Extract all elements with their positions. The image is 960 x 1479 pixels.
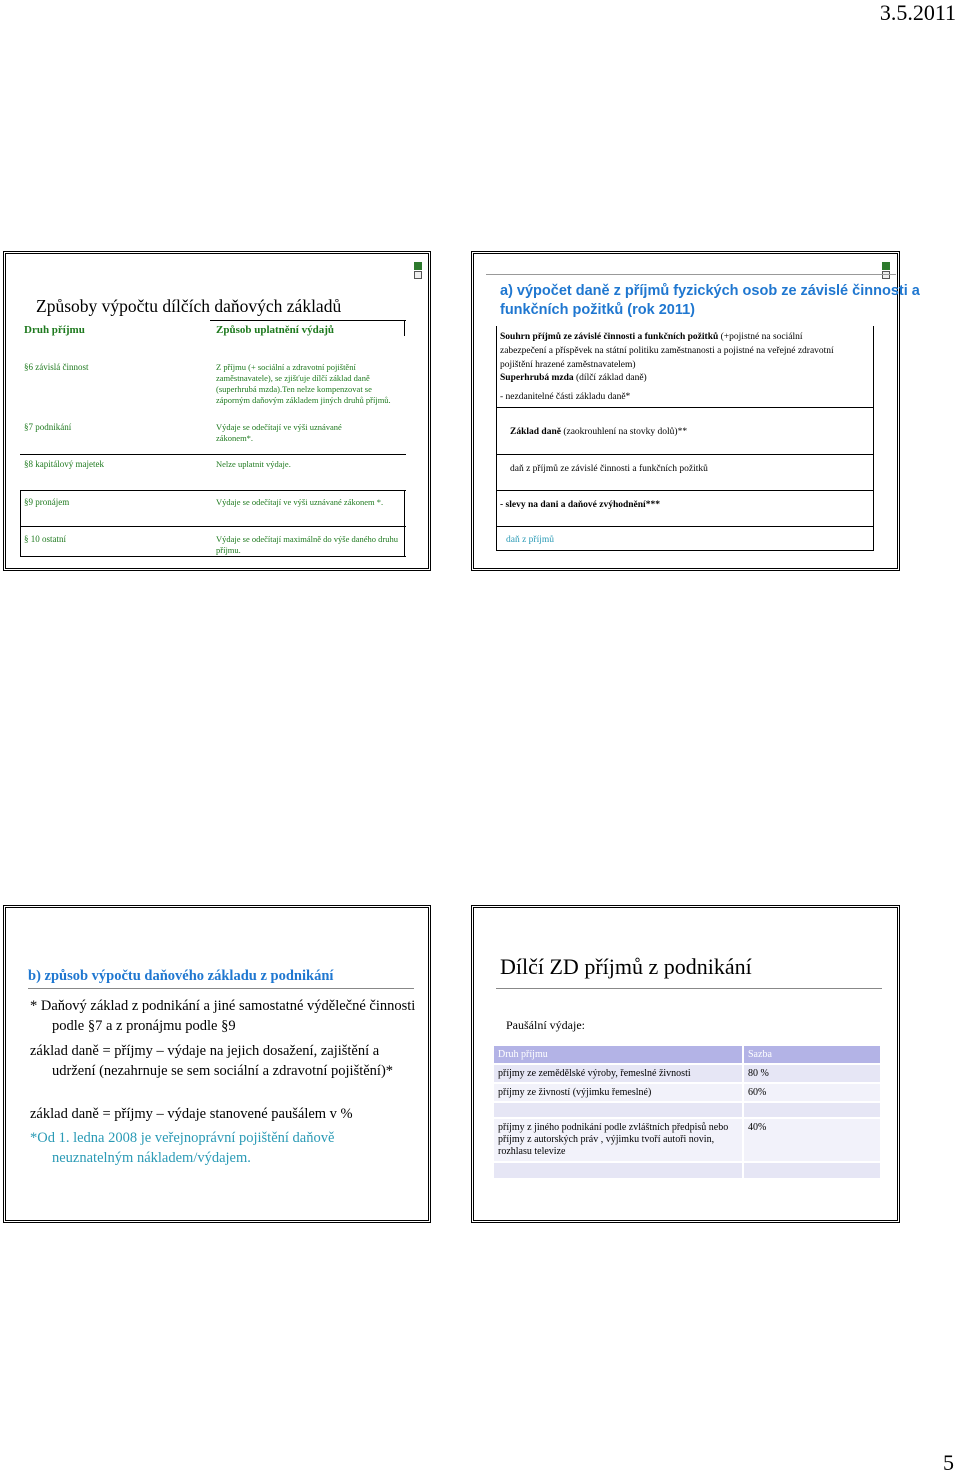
slide-dependent-activity-tax xyxy=(471,251,920,571)
table-cell-type xyxy=(494,1102,743,1118)
divider xyxy=(20,490,21,556)
slide-title: Způsoby výpočtu dílčích daňových základů xyxy=(36,296,342,316)
table-cell-rate: 40% xyxy=(748,1122,767,1133)
table-cell-type: příjmy z jiného podnikání podle zvláštních předpisů nebo příjmy z autorských práv , výjimku tvoří autoři novin, rozhlasu televize xyxy=(494,1118,743,1162)
slide-corner-square xyxy=(882,271,890,279)
slide-corner-square xyxy=(882,262,890,270)
flat-rate-table xyxy=(494,1046,880,1178)
header-date: 3.5.2011 xyxy=(879,0,956,25)
row-method: Výdaje se odečítají ve výši uznávané zákonem *. xyxy=(216,497,384,507)
table-row xyxy=(494,1064,880,1083)
divider xyxy=(404,490,405,556)
divider xyxy=(20,526,406,527)
table-cell-rate: 80 % xyxy=(748,1068,769,1079)
divider xyxy=(404,320,405,336)
table-cell-type: příjmy ze živností (výjimku řemeslné) xyxy=(494,1083,743,1102)
table-header-rate: Sazba xyxy=(748,1049,772,1060)
row-type: §6 závislá činnost xyxy=(24,362,89,372)
divider xyxy=(486,274,896,275)
divider xyxy=(20,490,406,491)
table-cell-type xyxy=(494,1162,743,1178)
divider xyxy=(20,454,406,455)
row-type: § 10 ostatní xyxy=(24,534,66,544)
divider xyxy=(496,988,882,989)
slide-flat-rate-expenses xyxy=(471,905,900,1223)
calc-line-final: daň z příjmů xyxy=(506,535,555,545)
divider xyxy=(496,550,874,551)
table-row xyxy=(494,1162,880,1178)
calc-line-tax: daň z příjmů ze závislé činnosti a funkčních požitků xyxy=(510,464,708,474)
col-head-type: Druh příjmu xyxy=(24,324,85,336)
slide-business-tax-base xyxy=(3,905,431,1223)
divider xyxy=(28,988,414,989)
paragraph-note: *Od 1. ledna 2008 je veřejnoprávní pojištění daňově neuznatelným nákladem/výdajem. xyxy=(30,1130,335,1166)
divider xyxy=(210,320,406,321)
divider xyxy=(496,490,874,491)
row-type: §7 podnikání xyxy=(24,422,72,432)
slide-title: b) způsob výpočtu daňového základu z podnikání xyxy=(28,968,334,984)
calc-line-base-bold: Základ daně xyxy=(510,427,561,437)
slide-income-types xyxy=(3,251,431,571)
slide-corner-square xyxy=(414,271,422,279)
calc-line-discounts: - slevy na dani a daňové zvýhodnění*** xyxy=(500,500,660,510)
calc-line-base xyxy=(510,427,687,437)
row-type: §9 pronájem xyxy=(24,497,70,507)
row-method: Z příjmu (+ sociální a zdravotní pojištění zaměstnavatele), se zjišťuje dílčí základ daně (superhrubá mzda).Ten nelze kompenzovat se záporným daňovým základem jiných druhů příjmů. xyxy=(216,362,391,405)
table-cell-rate xyxy=(743,1162,880,1178)
calc-line-superhruba-rest: (dílčí základ daně) xyxy=(573,373,647,383)
calc-line-superhruba-bold: Superhrubá mzda xyxy=(500,373,574,383)
calc-line-gross-rest: (+pojistné na sociální zabezpečení a příspěvek na státní politiku zaměstnanosti a pojistné na veřejné zdravotní pojištění hrazené zaměstnavatelem) xyxy=(500,332,834,370)
calc-line-superhruba xyxy=(500,373,647,383)
calc-line-base-rest: (zaokrouhlení na stovky dolů)** xyxy=(560,427,688,437)
divider xyxy=(496,454,874,455)
calc-line-gross xyxy=(500,330,850,372)
table-header-row xyxy=(494,1046,880,1064)
slide-title: a) výpočet daně z příjmů fyzických osob ze závislé činnosti a funkčních požitků (rok 2011) xyxy=(500,283,920,318)
table-row xyxy=(494,1102,880,1118)
table-cell-rate xyxy=(743,1102,880,1118)
paragraph-formula-2: základ daně = příjmy – výdaje stanovené paušálem v % xyxy=(30,1106,353,1122)
divider xyxy=(496,326,497,550)
slide-title: Dílčí ZD příjmů z podnikání xyxy=(500,954,752,979)
paragraph-def: * Daňový základ z podnikání a jiné samostatné výdělečné činnosti podle §7 a z pronájmu podle §9 xyxy=(30,998,416,1034)
paragraph-formula-1: základ daně = příjmy – výdaje na jejich dosažení, zajištění a udržení (nezahrnuje se sem sociální a zdravotní pojištění)* xyxy=(30,1043,394,1079)
table-cell-rate: 60% xyxy=(748,1087,767,1098)
slide-corner-square xyxy=(414,262,422,270)
table-row xyxy=(494,1083,880,1102)
table-header-type: Druh příjmu xyxy=(494,1046,743,1064)
row-method: Nelze uplatnit výdaje. xyxy=(216,459,291,469)
divider xyxy=(20,556,406,557)
slide-subtitle: Paušální výdaje: xyxy=(506,1018,585,1032)
row-method: Výdaje se odečítají maximálně do výše daného druhu příjmu. xyxy=(216,534,398,555)
divider xyxy=(496,526,874,527)
row-method: Výdaje se odečítají ve výši uznávané zákonem*. xyxy=(216,422,342,443)
table-row xyxy=(494,1118,880,1162)
col-head-method: Způsob uplatnění výdajů xyxy=(216,324,334,336)
table-cell-type: příjmy ze zemědělské výroby, řemeslné živnosti xyxy=(494,1064,743,1083)
calc-line-deductions: - nezdanitelné části základu daně* xyxy=(500,392,631,402)
divider xyxy=(496,407,874,408)
row-type: §8 kapitálový majetek xyxy=(24,459,104,469)
page-number: 5 xyxy=(943,1450,954,1475)
calc-line-gross-bold: Souhrn příjmů ze závislé činnosti a funkčních požitků xyxy=(500,332,719,342)
divider xyxy=(873,326,874,550)
